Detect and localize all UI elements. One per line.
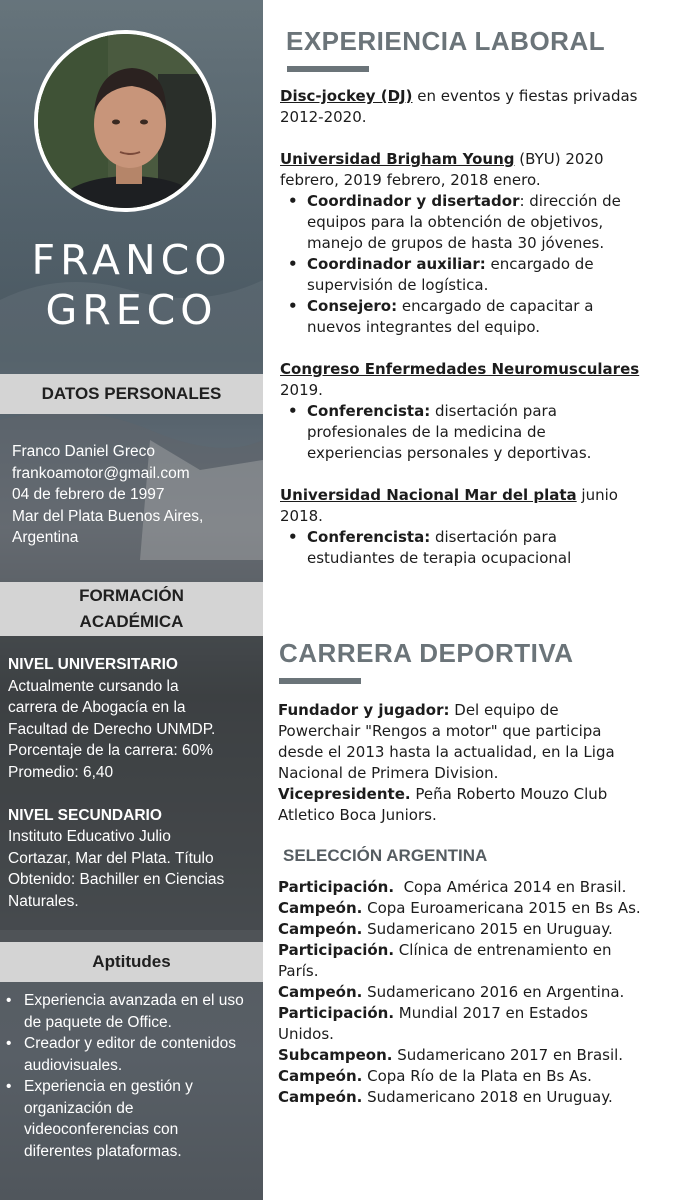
experience-content bbox=[280, 86, 670, 569]
unmdp-year: 2018. bbox=[280, 507, 323, 525]
congreso-year: 2019. bbox=[280, 381, 323, 399]
skills-list bbox=[0, 990, 262, 1162]
secondary-line2: Cortazar, Mar del Plata. Título bbox=[8, 849, 214, 867]
founder-line2: Powerchair "Rengos a motor" que participa bbox=[278, 722, 602, 740]
founder-line3: desde el 2013 hasta la actualidad, en la Liga bbox=[278, 743, 615, 761]
education-heading-line2: ACADÉMICA bbox=[79, 612, 184, 631]
congreso-role: • Conferencista: disertación para profesionales de la medicina de experiencias personales y deportivas. bbox=[280, 401, 670, 464]
congreso-entry bbox=[280, 359, 670, 380]
sports-content bbox=[278, 700, 670, 826]
university-line1: Actualmente cursando la bbox=[8, 677, 179, 695]
congreso-title: Congreso Enfermedades Neuromusculares bbox=[280, 360, 640, 378]
personal-info bbox=[12, 441, 257, 549]
skill-item: • Experiencia en gestión y organización de videoconferencias con diferentes plataformas. bbox=[0, 1076, 262, 1162]
skills-heading: Aptitudes bbox=[0, 942, 263, 982]
personal-full-name: Franco Daniel Greco bbox=[12, 443, 156, 460]
sidebar bbox=[0, 0, 263, 1200]
unmdp-title: Universidad Nacional Mar del plata bbox=[280, 486, 577, 504]
byu-role: • Coordinador y disertador: dirección de equipos para la obtención de objetivos, manejo de grupos de hasta 30 jóvenes. bbox=[280, 191, 670, 254]
result-entry: Campeón. Copa Euroamericana 2015 en Bs As. bbox=[278, 899, 641, 917]
vp-line2: Atletico Boca Juniors. bbox=[278, 806, 437, 824]
personal-heading: DATOS PERSONALES bbox=[0, 374, 263, 414]
result-entry: Participación. Clínica de entrenamiento en París. bbox=[278, 941, 612, 980]
personal-birth-date: 04 de febrero de 1997 bbox=[12, 486, 165, 503]
national-team-heading: SELECCIÓN ARGENTINA bbox=[283, 846, 488, 865]
result-entry: Campeón. Sudamericano 2018 en Uruguay. bbox=[278, 1088, 613, 1106]
university-line3: Facultad de Derecho UNMDP. bbox=[8, 720, 216, 738]
byu-role: • Consejero: encargado de capacitar a nuevos integrantes del equipo. bbox=[280, 296, 670, 338]
skills-info bbox=[0, 990, 262, 1162]
skill-item: • Experiencia avanzada en el uso de paquete de Office. bbox=[0, 990, 262, 1033]
university-line4: Porcentaje de la carrera: 60% bbox=[8, 742, 214, 759]
education-heading bbox=[0, 582, 263, 636]
result-entry: Participación. Mundial 2017 en Estados Unidos. bbox=[278, 1004, 588, 1043]
experience-heading-bar bbox=[287, 66, 369, 72]
byu-dates: febrero, 2019 febrero, 2018 enero. bbox=[280, 171, 541, 189]
sports-heading: CARRERA DEPORTIVA bbox=[279, 638, 574, 668]
personal-location-line2: Argentina bbox=[12, 529, 79, 546]
skill-item: • Creador y editor de contenidos audiovisuales. bbox=[0, 1033, 262, 1076]
personal-location-line1: Mar del Plata Buenos Aires, bbox=[12, 507, 204, 525]
result-entry: Campeón. Sudamericano 2015 en Uruguay. bbox=[278, 920, 613, 938]
personal-email[interactable]: frankoamotor@gmail.com bbox=[12, 464, 190, 482]
congreso-roles bbox=[280, 401, 670, 464]
dj-years: 2012-2020. bbox=[280, 108, 367, 126]
result-entry: Participación. Copa América 2014 en Brasil. bbox=[278, 878, 627, 896]
dj-entry: Disc-jockey (DJ) en eventos y fiestas privadas bbox=[280, 87, 638, 105]
result-entry: Campeón. Sudamericano 2016 en Argentina. bbox=[278, 983, 625, 1001]
experience-heading: EXPERIENCIA LABORAL bbox=[286, 26, 606, 56]
byu-title: Universidad Brigham Young bbox=[280, 150, 515, 168]
byu-roles bbox=[280, 191, 670, 338]
university-line2: carrera de Abogacía en la bbox=[8, 699, 186, 716]
unmdp-roles bbox=[280, 527, 670, 569]
secondary-line3: Obtenido: Bachiller en Ciencias bbox=[8, 871, 225, 888]
secondary-title: NIVEL SECUNDARIO bbox=[8, 806, 162, 824]
vp-entry: Vicepresidente. Peña Roberto Mouzo Club bbox=[278, 785, 608, 803]
founder-entry: Fundador y jugador: Del equipo de bbox=[278, 701, 559, 719]
sports-heading-bar bbox=[279, 678, 361, 684]
unmdp-role: • Conferencista: disertación para estudiantes de terapia ocupacional bbox=[280, 527, 670, 569]
profile-photo bbox=[34, 30, 216, 212]
byu-role: • Coordinador auxiliar: encargado de supervisión de logística. bbox=[280, 254, 670, 296]
unmdp-entry: Universidad Nacional Mar del plata junio bbox=[280, 486, 618, 504]
education-info bbox=[8, 654, 258, 912]
last-name: GRECO bbox=[45, 286, 218, 334]
secondary-line1: Instituto Educativo Julio bbox=[8, 828, 171, 845]
national-results bbox=[278, 877, 673, 1108]
education-heading-line1: FORMACIÓN bbox=[79, 586, 184, 605]
byu-entry: Universidad Brigham Young (BYU) 2020 bbox=[280, 150, 604, 168]
university-line5: Promedio: 6,40 bbox=[8, 763, 114, 781]
university-title: NIVEL UNIVERSITARIO bbox=[8, 656, 178, 673]
result-entry: Campeón. Copa Río de la Plata en Bs As. bbox=[278, 1067, 592, 1085]
secondary-line4: Naturales. bbox=[8, 892, 79, 910]
result-entry: Subcampeon. Sudamericano 2017 en Brasil. bbox=[278, 1046, 624, 1064]
dj-title: Disc-jockey (DJ) bbox=[280, 87, 413, 105]
founder-line4: Nacional de Primera Division. bbox=[278, 764, 499, 782]
first-name: FRANCO bbox=[31, 236, 232, 284]
